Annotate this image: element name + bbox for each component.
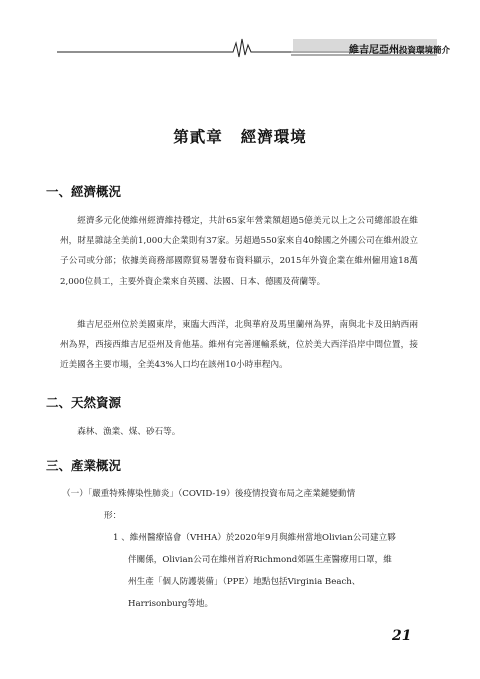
- paragraph-resources: 森林、漁業、煤、砂石等。: [77, 427, 181, 437]
- point-line-2: 伴關係，Olivian公司在維州首府Richmond郊區生產醫療用口罩，維: [128, 555, 392, 565]
- chapter-title: [0, 125, 480, 147]
- section-heading-industry: 三、產業概況: [46, 458, 122, 473]
- header-title: [349, 41, 451, 56]
- header-title-main: 維吉尼亞州: [349, 45, 399, 56]
- subitem-heading-line-2: 形：: [104, 511, 122, 521]
- section-heading-economy: 一、經濟概況: [46, 184, 122, 199]
- point-line-3: 州生產「個人防護裝備」（PPE）地點包括Virginia Beach、: [128, 577, 361, 587]
- section-heading-resources: 二、天然資源: [46, 395, 122, 410]
- paragraph-economy-1: 經濟多元化使維州經濟維持穩定，共計65家年營業額超過5億美元以上之公司總部設在維州，財星雜誌全美前1,000大企業則有37家。另超過550家來自40餘國之外國公司在維州設立子公司或分部；依據美商務部國際貿易署發布資料顯示，2015年外資企業在維州僱用逾18萬2,000位員工，主要外資企業來自英國、法國、日本、德國及荷蘭等。: [60, 216, 418, 287]
- chapter-number: 第貳章: [173, 127, 223, 146]
- subitem-heading-line-1: （一）「嚴重特殊傳染性肺炎」（COVID-19）後疫情投資布局之產業鏈變動情: [62, 489, 356, 499]
- page-number: 21: [392, 628, 412, 644]
- point-line-4: Harrisonburg等地。: [128, 599, 214, 609]
- point-line-1: 1 、維州醫療協會（VHHA）於2020年9月與維州當地Olivian公司建立夥: [113, 533, 396, 543]
- chapter-name: 經濟環境: [240, 127, 307, 146]
- header-title-sub: 投資環境簡介: [399, 46, 451, 56]
- running-header: [57, 35, 451, 59]
- paragraph-economy-2: 維吉尼亞州位於美國東岸，東臨大西洋，北與華府及馬里蘭州為界，南與北卡及田納西兩州為界，西接西維吉尼亞州及肯他基。維州有完善運輸系統，位於美大西洋沿岸中間位置，接近美國各主要市場，全美43%人口均在該州10小時車程內。: [60, 320, 418, 371]
